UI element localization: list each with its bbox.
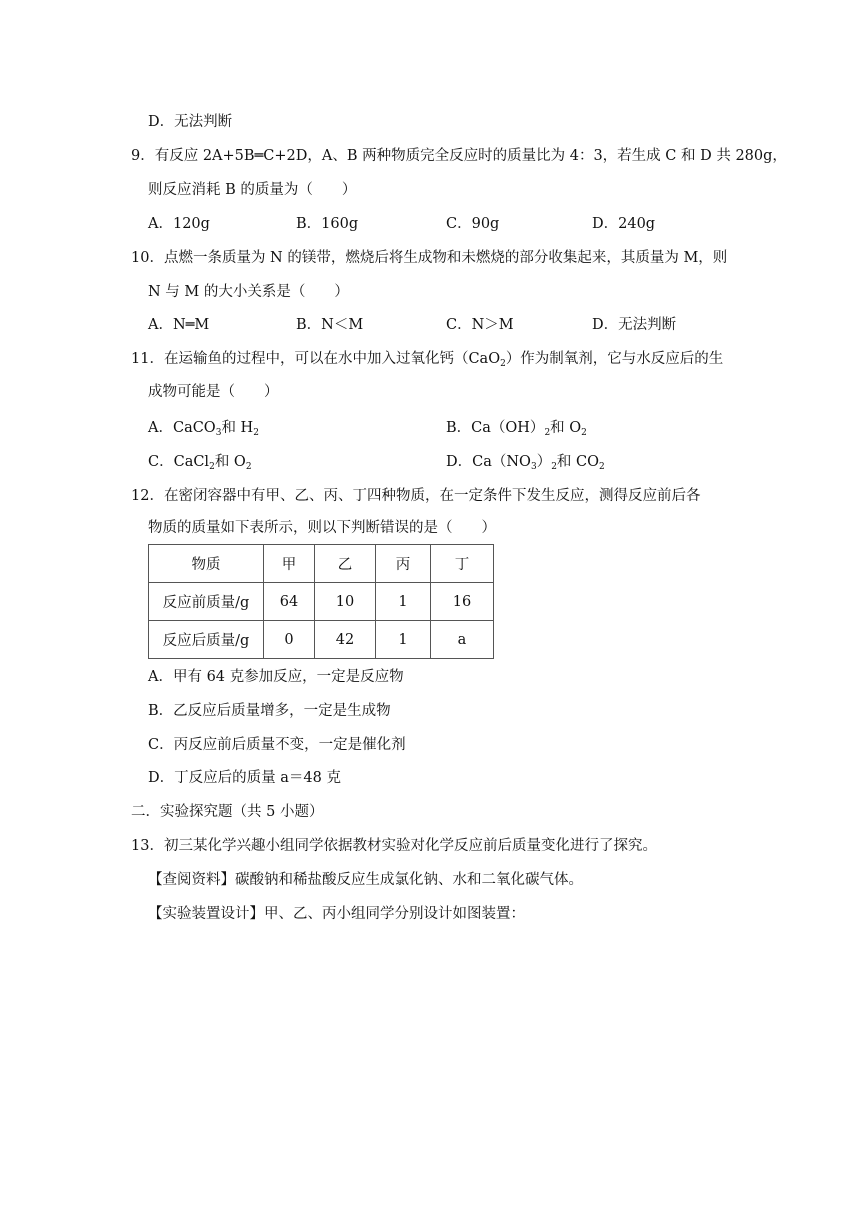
q11-option-d: D．$Ca(NO_3)_2$和 $CO_2$ xyxy=(446,454,605,472)
q11-option-a: A．CaCO$_3$和 $H_2$ xyxy=(148,420,259,438)
table-cell: 0 xyxy=(264,621,315,659)
table-cell: 42 xyxy=(315,621,376,659)
q13-stem-line2: 【查阅资料】碳酸钠和稀盐酸反应生成氯化钠、水和二氧化碳气体。 xyxy=(148,872,583,888)
q12-option-a: A．甲有 64 克参加反应，一定是反应物 xyxy=(148,669,404,685)
q9-stem-line2: 则反应消耗 B 的质量为（ ） xyxy=(148,182,357,198)
q13-stem-line1: 13．初三某化学兴趣小组同学依据教材实验对化学反应前后质量变化进行了探究。 xyxy=(131,838,657,854)
table-cell: 反应前质量/g xyxy=(149,583,264,621)
q11-option-c: C．CaCl$_2$和 $O_2$ xyxy=(148,454,252,472)
q9-option-b: B．160g xyxy=(296,216,359,232)
q12-option-c: C．丙反应前后质量不变，一定是催化剂 xyxy=(148,737,406,753)
table-cell: 16 xyxy=(431,583,494,621)
q11-stem-line2: 成物可能是（ ） xyxy=(148,384,279,400)
q10-option-d: D．无法判断 xyxy=(592,317,677,333)
q11-stem-line1: 11．在运输鱼的过程中，可以在水中加入过氧化钙（CaO$_2$）作为制氧剂，它与水反应后的生 xyxy=(131,351,724,369)
table-header-row xyxy=(149,545,494,583)
mass-table xyxy=(148,544,494,659)
table-cell: 反应后质量/g xyxy=(149,621,264,659)
table-row xyxy=(149,583,494,621)
q8-option-d: D．无法判断 xyxy=(148,114,233,130)
table-cell: 64 xyxy=(264,583,315,621)
q10-option-b: B．N＜M xyxy=(296,317,364,333)
q10-stem-line1: 10．点燃一条质量为 N 的镁带，燃烧后将生成物和未燃烧的部分收集起来，其质量为 M，则 xyxy=(131,250,728,266)
table-row xyxy=(149,621,494,659)
table-cell: 1 xyxy=(376,621,431,659)
q13-stem-line3: 【实验装置设计】甲、乙、丙小组同学分别设计如图装置： xyxy=(148,906,525,922)
q12-option-d: D．丁反应后的质量 a＝48 克 xyxy=(148,770,341,786)
table-cell: 1 xyxy=(376,583,431,621)
q9-stem-line1: 9．有反应 2A+5B═C+2D，A、B 两种物质完全反应时的质量比为 4：3，若生成 C 和 D 共 280g， xyxy=(131,148,787,164)
table-cell: 10 xyxy=(315,583,376,621)
q10-option-c: C．N＞M xyxy=(446,317,514,333)
q9-option-d: D．240g xyxy=(592,216,656,232)
table-cell: a xyxy=(431,621,494,659)
table-cell: 乙 xyxy=(315,545,376,583)
section-title: 二．实验探究题（共 5 小题） xyxy=(131,804,324,820)
q10-option-a: A．N═M xyxy=(148,317,210,333)
q9-option-c: C．90g xyxy=(446,216,500,232)
q12-stem-line1: 12．在密闭容器中有甲、乙、丙、丁四种物质，在一定条件下发生反应，测得反应前后各 xyxy=(131,488,701,504)
table-cell: 物质 xyxy=(149,545,264,583)
table-cell: 甲 xyxy=(264,545,315,583)
table-cell: 丙 xyxy=(376,545,431,583)
q11-option-b: B．$Ca(OH)_2$和 $O_2$ xyxy=(446,420,587,438)
table-cell: 丁 xyxy=(431,545,494,583)
q10-stem-line2: N 与 M 的大小关系是（ ） xyxy=(148,284,349,300)
q12-stem-line2: 物质的质量如下表所示，则以下判断错误的是（ ） xyxy=(148,520,496,536)
q9-option-a: A．120g xyxy=(148,216,210,232)
q12-option-b: B．乙反应后质量增多，一定是生成物 xyxy=(148,703,391,719)
